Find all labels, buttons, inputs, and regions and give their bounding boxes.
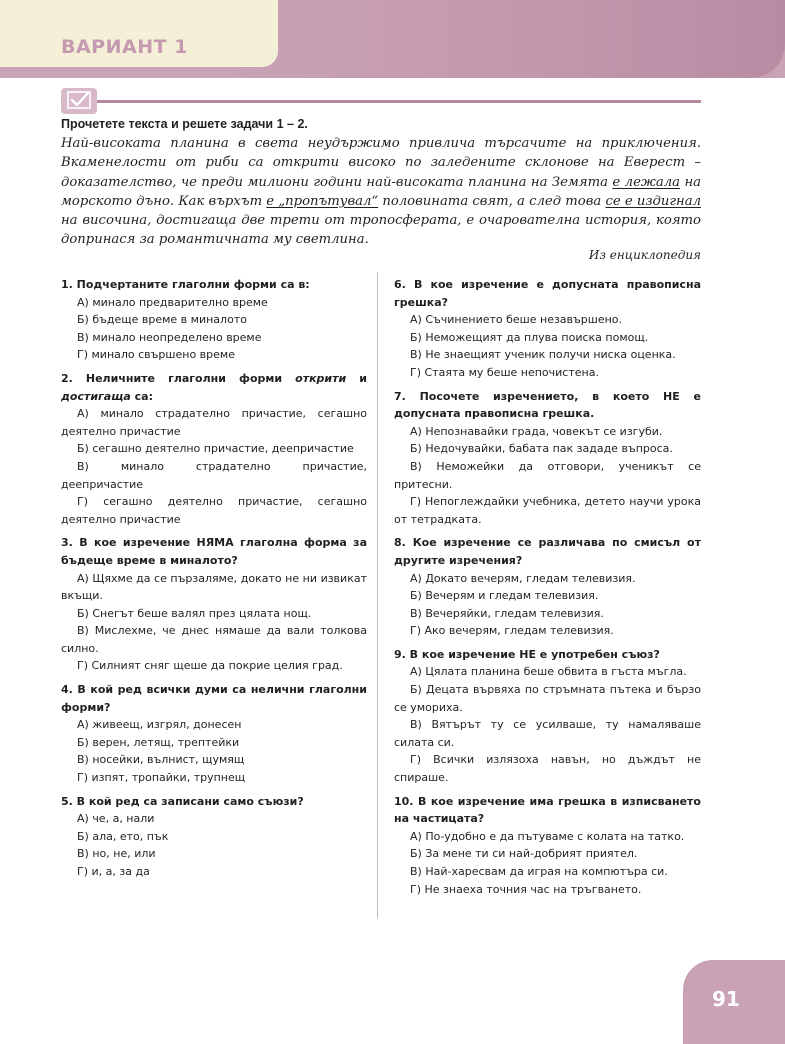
answer-option: Г) Не знаеха точния час на тръгването. — [410, 882, 642, 896]
question-stem: 7. Посочете изречението, в което НЕ е допусната правописна грешка. — [394, 389, 701, 421]
question-stem: 2. Неличните глаголни форми открити и достигаща са: — [61, 371, 368, 403]
checkmark-icon — [61, 88, 97, 114]
answer-option: Б) Неможещият да плува поиска помощ. — [410, 330, 649, 344]
answer-option: В) Вятърът ту се усилваше, ту намаляваше силата си. — [394, 718, 701, 749]
underlined-verb-3: се е издигнал — [605, 193, 701, 209]
questions-left-column — [61, 276, 367, 887]
answer-option: В) Мислехме, че днес нямаше да вали толкова силно. — [61, 624, 367, 655]
answer-option: Г) Стаята му беше непочистена. — [410, 365, 599, 379]
answer-option: Б) Снегът беше валял през цялата нощ. — [77, 606, 312, 620]
answer-option: Б) За мене ти си най-добрият приятел. — [410, 847, 638, 861]
question-stem: 6. В кое изречение е допусната правописна грешка? — [394, 278, 701, 309]
answer-option: А) живеещ, изгрял, донесен — [77, 718, 242, 732]
answer-option: А) Непознавайки града, човекът се изгуби. — [410, 424, 663, 438]
question-4 — [61, 681, 367, 787]
column-divider — [377, 272, 378, 918]
answer-option: Г) Ако вечерям, гледам телевизия. — [410, 624, 614, 638]
reading-passage: Най-високата планина в света неудържимо привлича търсачите на приключения. Вкаменелости от риби са открити високо по заледените склонове на Еверест – доказателство, че преди милиони години най-високата планина на Земята е лежала на морското дъно. Как върхът е „пропътувал“ половината свят, а след това се е издигнал на височина, достигаща две трети от тропосферата, е очарователна история, която допринася за романтичната му светлина. — [61, 136, 702, 248]
underlined-verb-1: е лежала — [612, 174, 680, 190]
answer-option: А) Щяхме да се пързаляме, докато не ни извикат вкъщи. — [61, 571, 367, 603]
answer-option: А) Докато вечерям, гледам телевизия. — [410, 571, 636, 585]
question-9 — [394, 646, 701, 787]
answer-option: В) Неможейки да отговори, ученикът се притесни. — [394, 459, 701, 491]
answer-option: Г) и, а, за да — [77, 865, 150, 878]
question-2 — [61, 370, 367, 528]
page-title: ВАРИАНТ 1 — [61, 36, 188, 58]
underlined-verb-2: е „пропътувал“ — [266, 193, 379, 209]
page-number: 91 — [712, 987, 740, 1011]
question-stem: 5. В кой ред са записани само съюзи? — [61, 794, 304, 808]
answer-option: В) Най-харесвам да играя на компютъра си. — [410, 865, 668, 878]
answer-option: А) минало страдателно причастие, сегашно деятелно причастие — [61, 407, 367, 438]
answer-option: А) минало предварително време — [77, 295, 268, 309]
answer-option: А) Съчинението беше незавършено. — [410, 313, 623, 327]
answer-option: А) че, а, нали — [77, 812, 155, 826]
answer-option: В) минало страдателно причастие, деепричастие — [61, 459, 367, 491]
answer-option: Б) ала, ето, пък — [77, 829, 169, 843]
answer-option: Б) Децата вървяха по стръмната пътека и бързо се умориха. — [394, 683, 701, 714]
answer-option: А) По-удобно е да пътуваме с колата на татко. — [410, 829, 685, 843]
question-stem: 8. Кое изречение се различава по смисъл от другите изречения? — [394, 536, 701, 567]
answer-option: Б) верен, летящ, трептейки — [77, 735, 240, 749]
header-decoration — [225, 0, 785, 78]
answer-option: В) минало неопределено време — [77, 330, 262, 344]
question-6 — [394, 276, 701, 382]
task-instruction: Прочетете текста и решете задачи 1 – 2. — [61, 117, 308, 131]
answer-option: Г) Непоглеждайки учебника, детето научи урока от тетрадката. — [394, 495, 701, 526]
answer-option: Г) Всички излязоха навън, но дъждът не спираше. — [394, 753, 701, 785]
answer-option: В) но, не, или — [77, 847, 156, 861]
question-3 — [61, 534, 367, 675]
question-stem: 1. Подчертаните глаголни форми са в: — [61, 278, 310, 291]
question-stem: 9. В кое изречение НЕ е употребен съюз? — [394, 647, 660, 661]
answer-option: Б) Недочувайки, бабата пак зададе въпроса. — [410, 442, 673, 456]
answer-option: Г) Силният сняг щеше да покрие целия град. — [77, 659, 343, 673]
answer-option: Г) минало свършено време — [77, 348, 235, 362]
answer-option: А) Цялата планина беше обвита в гъста мъгла. — [410, 665, 687, 679]
passage-source: Из енциклопедия — [588, 248, 701, 262]
answer-option: Г) сегашно деятелно причастие, сегашно деятелно причастие — [61, 495, 367, 526]
section-divider — [97, 100, 701, 103]
question-7 — [394, 388, 701, 529]
question-stem: 3. В кое изречение НЯМА глаголна форма за бъдеще време в миналото? — [61, 536, 367, 567]
questions-right-column — [394, 276, 701, 904]
question-stem: 4. В кой ред всички думи са нелични глаголни форми? — [61, 683, 367, 714]
answer-option: Б) сегашно деятелно причастие, деепричастие — [77, 442, 354, 456]
question-5 — [61, 793, 367, 881]
question-10 — [394, 793, 701, 899]
answer-option: В) носейки, вълнист, щумящ — [77, 753, 245, 767]
answer-option: Б) Вечерям и гледам телевизия. — [410, 589, 599, 603]
answer-option: В) Не знаещият ученик получи ниска оценка. — [410, 348, 676, 362]
answer-option: Б) бъдеще време в миналото — [77, 313, 247, 327]
question-1 — [61, 276, 367, 364]
answer-option: В) Вечеряйки, гледам телевизия. — [410, 606, 604, 620]
answer-option: Г) изпят, тропайки, трупнещ — [77, 771, 246, 785]
question-stem: 10. В кое изречение има грешка в изписването на частицата? — [394, 794, 701, 826]
question-8 — [394, 534, 701, 640]
